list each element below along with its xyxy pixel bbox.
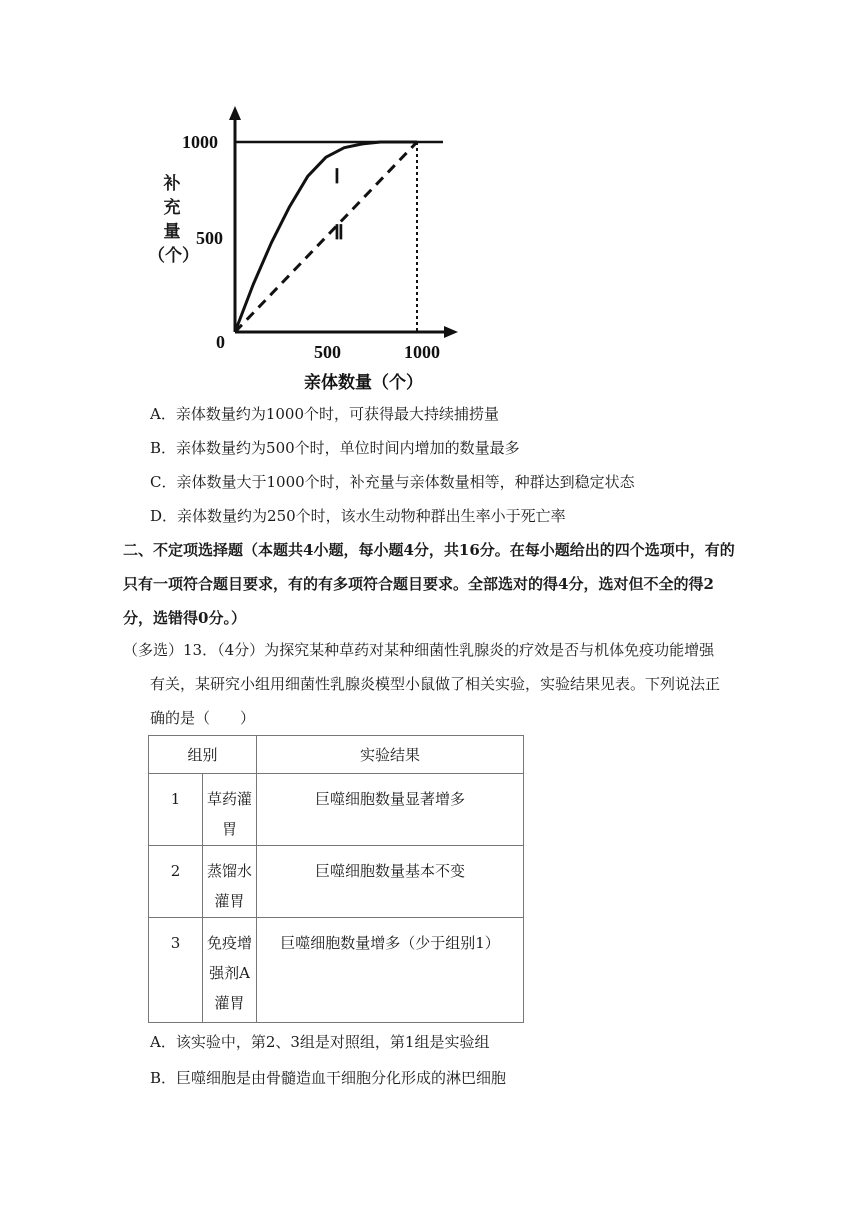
row-number: 3 [170, 934, 181, 952]
row-treatment: 蒸馏水灌胃 [206, 862, 252, 910]
x-tick-0: 0 [216, 332, 225, 352]
option-c-top: C．亲体数量大于1000个时，补充量与亲体数量相等，种群达到稳定状态 [150, 473, 635, 491]
x-axis-label: 亲体数量（个） [304, 373, 423, 393]
y-axis-label [148, 172, 199, 268]
results-table [148, 735, 524, 1023]
header-group: 组别 [149, 736, 257, 774]
series-label-II: Ⅱ [334, 222, 344, 244]
question-line-2: 有关，某研究小组用细菌性乳腺炎模型小鼠做了相关实验，实验结果见表。下列说法正 [150, 675, 721, 693]
question-line-3: 确的是（ ） [150, 709, 256, 727]
row-number: 1 [170, 790, 181, 808]
option-a-bottom: A．该实验中，第2、3组是对照组，第1组是实验组 [150, 1033, 490, 1051]
row-treatment: 免疫增强剂A灌胃 [206, 934, 252, 1012]
x-axis-arrow [444, 326, 458, 338]
y-tick-500: 500 [196, 228, 223, 248]
table-row [149, 774, 524, 846]
series-label-I: Ⅰ [334, 166, 340, 188]
y-tick-1000: 1000 [182, 132, 218, 152]
table-row [149, 846, 524, 918]
y-label-char: 补 [163, 174, 181, 194]
header-result: 实验结果 [257, 736, 524, 774]
option-d-top: D．亲体数量约为250个时，该水生动物种群出生率小于死亡率 [150, 507, 566, 525]
y-label-char: 量 [163, 222, 181, 242]
table-row [149, 918, 524, 1023]
section-heading: 二、不定项选择题（本题共4小题，每小题4分，共16分。在每小题给出的四个选项中，有的只有一项符合题目要求，有的有多项符合题目要求。全部选对的得4分，选对但不全的得2分，选错得0分。） [123, 541, 735, 627]
row-result: 巨噬细胞数量增多（少于组别1） [280, 934, 500, 952]
row-result: 巨噬细胞数量基本不变 [314, 862, 465, 880]
chart-figure [140, 100, 470, 400]
y-label-unit: （个） [148, 246, 199, 266]
series-II-line [235, 142, 417, 332]
option-a-top: A．亲体数量约为1000个时，可获得最大持续捕捞量 [150, 405, 500, 423]
question-line-1: （多选）13．（4分）为探究某种草药对某种细菌性乳腺炎的疗效是否与机体免疫功能增强 [123, 641, 715, 659]
y-axis-arrow [229, 106, 241, 120]
row-treatment: 草药灌胃 [206, 790, 252, 838]
y-label-char: 充 [163, 198, 181, 218]
table-header-row [149, 736, 524, 774]
option-b-bottom: B．巨噬细胞是由骨髓造血干细胞分化形成的淋巴细胞 [150, 1069, 507, 1087]
option-b-top: B．亲体数量约为500个时，单位时间内增加的数量最多 [150, 439, 520, 457]
x-tick-1000: 1000 [404, 342, 440, 362]
row-result: 巨噬细胞数量显著增多 [314, 790, 465, 808]
x-tick-500: 500 [314, 342, 341, 362]
row-number: 2 [170, 862, 181, 880]
